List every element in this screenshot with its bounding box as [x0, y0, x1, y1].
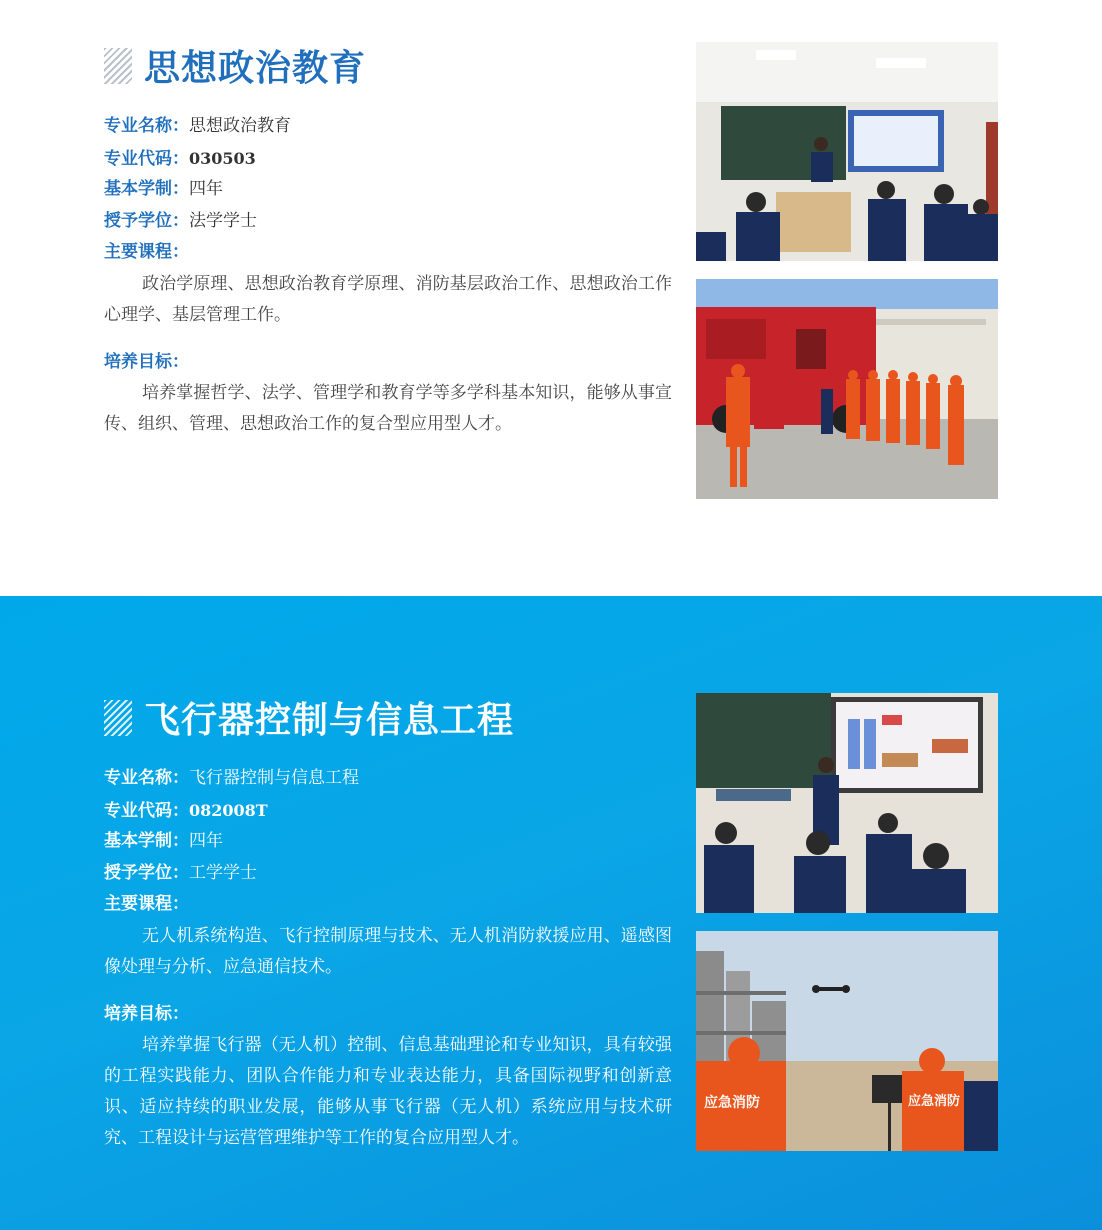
major-info	[104, 763, 672, 1154]
field-degree: 授予学位：法学学士	[104, 210, 257, 231]
courses-text: 政治学原理、思想政治教育学原理、消防基层政治工作、思想政治工作心理学、基层管理工作。	[104, 273, 672, 325]
section-title-row	[104, 40, 366, 91]
vest-text-right: 应急消防	[908, 1093, 961, 1108]
courses-heading: 主要课程：	[104, 242, 189, 262]
field-duration: 基本学制：四年	[104, 179, 223, 199]
section-title: 飞行器控制与信息工程	[144, 700, 515, 741]
field-duration: 基本学制：四年	[104, 831, 223, 851]
field-degree: 授予学位：工学学士	[104, 862, 257, 883]
courses-heading: 主要课程：	[104, 894, 189, 914]
classroom-photo	[696, 42, 998, 261]
major-section-aircraft-control	[0, 596, 1102, 1230]
fire-truck-ceremony-photo	[696, 279, 998, 499]
field-major-code: 专业代码：082008T	[104, 800, 268, 821]
field-major-name: 专业名称：飞行器控制与信息工程	[104, 768, 359, 788]
field-major-code: 专业代码：030503	[104, 148, 256, 169]
courses-text: 无人机系统构造、飞行控制原理与技术、无人机消防救援应用、遥感图像处理与分析、应急通信技术。	[104, 925, 672, 977]
goal-heading: 培养目标：	[104, 351, 189, 372]
drone-field-exercise-photo	[696, 931, 998, 1151]
section-title: 思想政治教育	[144, 48, 367, 89]
stripe-decoration-icon	[104, 48, 132, 84]
section-title-row	[104, 692, 514, 743]
vest-text-left: 应急消防	[704, 1094, 760, 1110]
major-info	[104, 111, 672, 440]
goal-heading: 培养目标：	[104, 1003, 189, 1024]
goal-text: 培养掌握飞行器（无人机）控制、信息基础理论和专业知识，具有较强的工程实践能力、团队合作能力和专业表达能力，具备国际视野和创新意识、适应持续的职业发展，能够从事飞行器（无人机）系统应用与技术研究、工程设计与运营管理维护等工作的复合应用型人才。	[104, 1034, 672, 1148]
goal-text: 培养掌握哲学、法学、管理学和教育学等多学科基本知识，能够从事宣传、组织、管理、思想政治工作的复合型应用型人才。	[104, 382, 672, 434]
field-major-name: 专业名称：思想政治教育	[104, 116, 291, 136]
major-section-political-education	[0, 0, 1102, 596]
drone-classroom-photo	[696, 693, 998, 913]
stripe-decoration-icon	[104, 700, 132, 736]
